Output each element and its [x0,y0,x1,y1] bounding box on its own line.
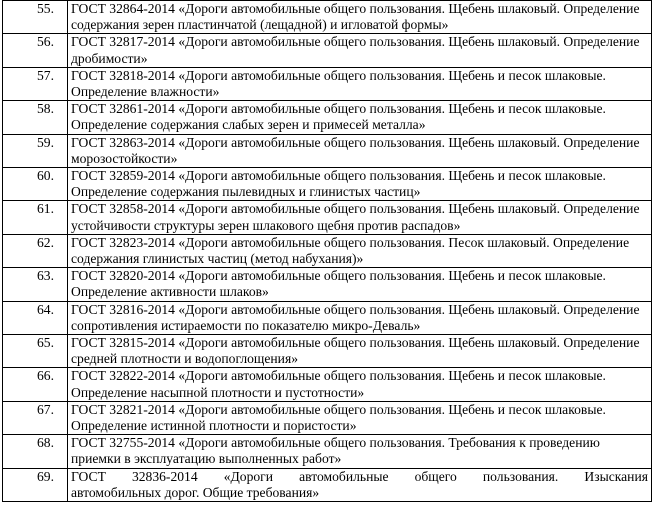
row-description [68,468,652,501]
standards-table [2,0,652,502]
row-description: ГОСТ 32755-2014 «Дороги автомобильные общего пользования. Требования к проведению приемки в эксплуатацию выполненных работ» [68,435,652,468]
row-description: ГОСТ 32816-2014 «Дороги автомобильные общего пользования. Щебень шлаковый. Определение сопротивления истираемости по показателю микро-Деваль» [68,301,652,334]
table-row [3,268,652,301]
table-row [3,335,652,368]
row-description: ГОСТ 32823-2014 «Дороги автомобильные общего пользования. Песок шлаковый. Определение содержания глинистых частиц (метод набухания)» [68,234,652,267]
row-description: ГОСТ 32864-2014 «Дороги автомобильные общего пользования. Щебень шлаковый. Определение содержания зерен пластинчатой (лещадной) и игловатой формы» [68,1,652,34]
row-number: 68. [3,435,68,468]
row-number: 63. [3,268,68,301]
row-description: ГОСТ 32821-2014 «Дороги автомобильные общего пользования. Щебень и песок шлаковые. Определение истинной плотности и пористости» [68,401,652,434]
table-row [3,201,652,234]
table-row [3,1,652,34]
row-number: 67. [3,401,68,434]
table-row [3,435,652,468]
row-description: ГОСТ 32859-2014 «Дороги автомобильные общего пользования. Щебень и песок шлаковые. Определение содержания пылевидных и глинистых частиц» [68,168,652,201]
row-number: 57. [3,67,68,100]
row-number: 60. [3,168,68,201]
row-number: 61. [3,201,68,234]
row-description: ГОСТ 32863-2014 «Дороги автомобильные общего пользования. Щебень шлаковый. Определение морозостойкости» [68,134,652,167]
table-row [3,168,652,201]
table-row [3,401,652,434]
row-number: 58. [3,101,68,134]
table-row [3,101,652,134]
row-number: 56. [3,34,68,67]
row-description: ГОСТ 32818-2014 «Дороги автомобильные общего пользования. Щебень и песок шлаковые. Определение влажности» [68,67,652,100]
row-description: ГОСТ 32858-2014 «Дороги автомобильные общего пользования. Щебень шлаковый. Определение устойчивости структуры зерен шлакового щебня против распадов» [68,201,652,234]
row-description: ГОСТ 32861-2014 «Дороги автомобильные общего пользования. Щебень и песок шлаковые. Определение содержания слабых зерен и примесей металла» [68,101,652,134]
row-number: 62. [3,234,68,267]
table-row [3,301,652,334]
row-description-line-2: автомобильных дорог. Общие требования» [71,484,320,500]
row-description: ГОСТ 32815-2014 «Дороги автомобильные общего пользования. Щебень шлаковый. Определение средней плотности и водопоглощения» [68,335,652,368]
row-description: ГОСТ 32820-2014 «Дороги автомобильные общего пользования. Щебень и песок шлаковые. Определение активности шлаков» [68,268,652,301]
table-row [3,234,652,267]
table-row [3,134,652,167]
row-description-line-1: ГОСТ 32836-2014 «Дороги автомобильные общего пользования. Изыскания [71,468,648,484]
row-description: ГОСТ 32817-2014 «Дороги автомобильные общего пользования. Щебень шлаковый. Определение дробимости» [68,34,652,67]
table-row [3,67,652,100]
row-number: 65. [3,335,68,368]
table-row [3,368,652,401]
row-description: ГОСТ 32822-2014 «Дороги автомобильные общего пользования. Щебень и песок шлаковые. Определение насыпной плотности и пустотности» [68,368,652,401]
row-number: 66. [3,368,68,401]
row-number: 55. [3,1,68,34]
table-row [3,34,652,67]
row-number: 69. [3,468,68,501]
table-row [3,468,652,501]
row-number: 59. [3,134,68,167]
row-number: 64. [3,301,68,334]
